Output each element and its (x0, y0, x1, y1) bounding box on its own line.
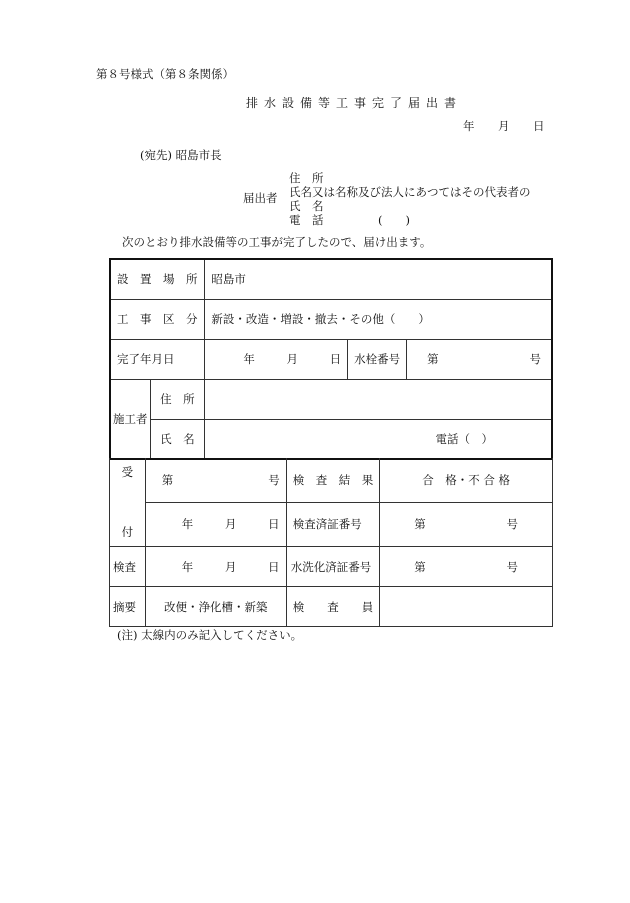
receipt-date-row (110, 502, 553, 546)
completion-day: 日 (329, 352, 342, 366)
meter-go: 号 (529, 352, 541, 366)
footnote: (注) 太線内のみ記入してください。 (117, 628, 303, 642)
receipt-row (110, 458, 553, 502)
flush-cert-go: 号 (506, 559, 518, 574)
inspection-label: 検査 (110, 547, 146, 587)
inspection-cert-go: 号 (506, 517, 518, 532)
completion-label: 完了年月日 (110, 339, 205, 379)
inspection-result-value: 合 格・不 合 格 (380, 458, 553, 502)
inspection-cert-label: 検査済証番号 (286, 502, 380, 546)
receipt-go: 号 (268, 472, 280, 487)
contractor-address-row (110, 379, 552, 419)
main-table (109, 258, 553, 460)
inspection-result-label: 検 査 結 果 (286, 458, 380, 502)
contractor-name-row (110, 419, 552, 459)
date-day: 日 (533, 119, 545, 133)
flush-cert-cell (380, 547, 553, 587)
contractor-name-cell (205, 419, 552, 459)
receipt-date-cell (145, 502, 286, 546)
completion-year: 年 (243, 352, 255, 366)
flush-cert-label: 水洗化済証番号 (286, 547, 380, 587)
meter-number-cell (407, 339, 552, 379)
location-row (110, 259, 552, 299)
inspection-cert-dai: 第 (414, 517, 426, 532)
work-type-label: 工 事 区 分 (110, 299, 205, 339)
receipt-dai: 第 (161, 472, 174, 487)
meter-label: 水栓番号 (348, 339, 407, 379)
addressee: (宛先) 昭島市長 (140, 148, 222, 162)
receipt-label-top: 受 (121, 465, 134, 479)
summary-row (110, 587, 553, 627)
inspection-date-cell (145, 547, 286, 587)
receipt-month: 月 (224, 517, 237, 532)
applicant-phone-label: 電 話 (289, 213, 324, 227)
contractor-phone: 電話（ ） (435, 431, 493, 446)
work-type-value: 新設・改造・増設・撤去・その他（ ） (205, 299, 552, 339)
work-type-row (110, 299, 552, 339)
receipt-label-bottom: 付 (121, 525, 134, 539)
contractor-name-label: 氏 名 (150, 419, 205, 459)
location-label: 設 置 場 所 (110, 259, 205, 299)
summary-label: 摘要 (110, 587, 146, 627)
flush-cert-dai: 第 (414, 559, 426, 574)
receipt-year: 年 (181, 517, 194, 532)
inspection-year: 年 (181, 559, 194, 574)
date-year: 年 (463, 119, 475, 133)
contractor-address-label: 住 所 (150, 379, 205, 419)
office-table (109, 458, 553, 627)
completion-month: 月 (286, 352, 298, 366)
contractor-label: 施工者 (110, 379, 150, 459)
contractor-address-value (205, 379, 552, 419)
applicant-label: 届出者 (243, 191, 278, 205)
summary-value: 改便・浄化槽・新築 (145, 587, 286, 627)
receipt-day: 日 (268, 517, 280, 532)
inspector-value (380, 587, 553, 627)
inspector-label: 検 査 員 (286, 587, 380, 627)
inspection-day: 日 (268, 559, 280, 574)
inspection-cert-cell (380, 502, 553, 546)
meter-dai: 第 (427, 352, 439, 366)
intro-text: 次のとおり排水設備等の工事が完了したので、届け出ます。 (122, 235, 432, 249)
applicant-phone-paren: ( ) (378, 213, 410, 227)
receipt-number-cell (145, 458, 286, 502)
completion-date-cell (205, 339, 348, 379)
location-value: 昭島市 (205, 259, 552, 299)
applicant-address-label: 住 所 (289, 171, 324, 185)
inspection-month: 月 (224, 559, 237, 574)
applicant-name-label: 氏 名 (289, 199, 324, 213)
completion-row (110, 339, 552, 379)
form-number: 第８号様式（第８条関係） (96, 67, 234, 81)
document-title: 排水設備等工事完了届出書 (246, 96, 463, 110)
applicant-name-note: 氏名又は名称及び法人にあつてはその代表者の (289, 185, 531, 199)
receipt-label-cell (110, 458, 146, 547)
inspection-row (110, 547, 553, 587)
date-month: 月 (498, 119, 510, 133)
